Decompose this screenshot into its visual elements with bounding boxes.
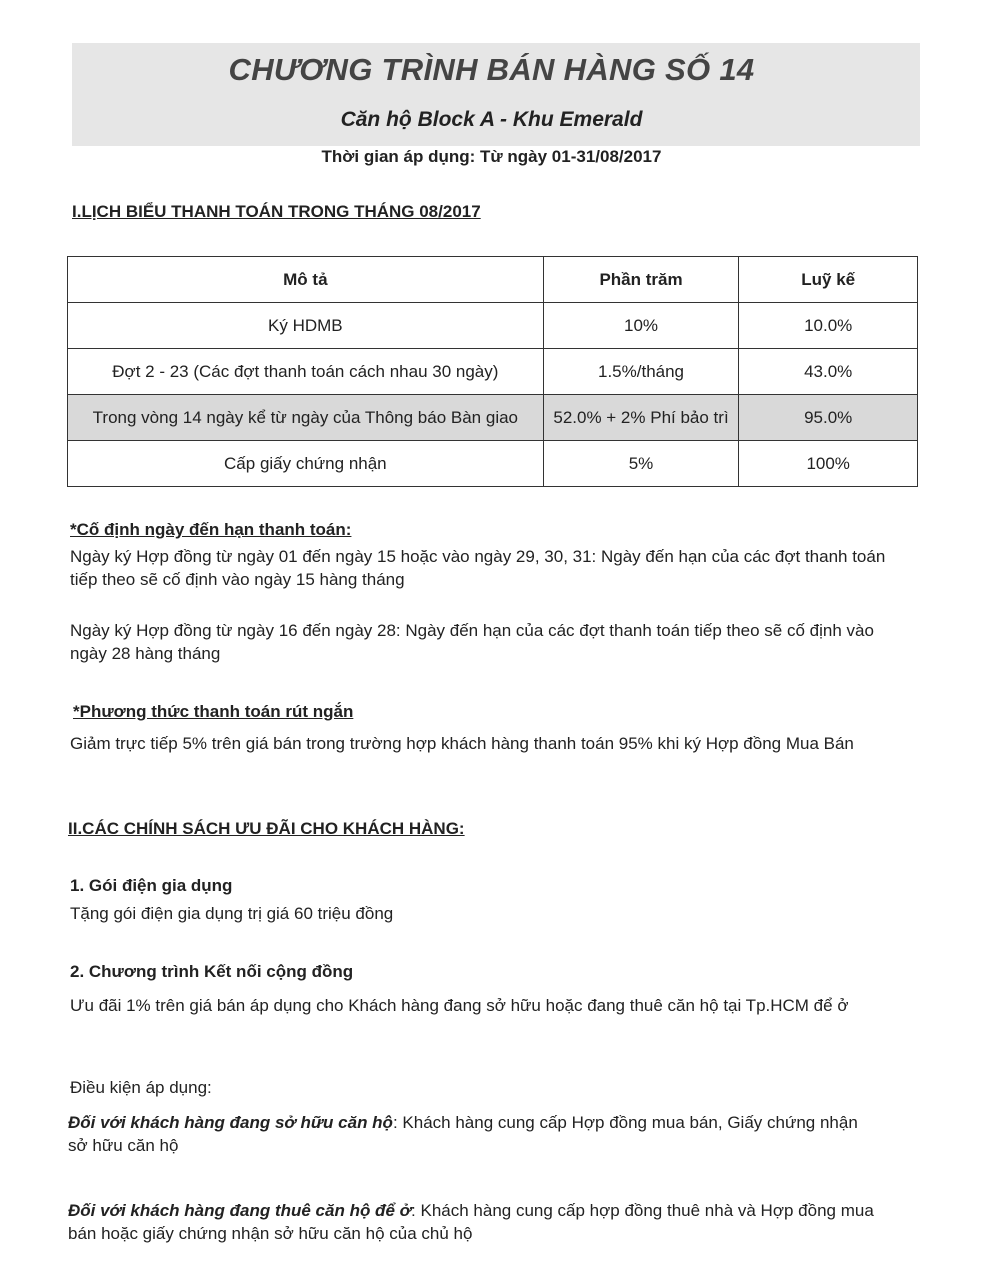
table-row: [68, 303, 918, 349]
owner-condition: [68, 1111, 863, 1157]
benefit-1-title: 1. Gói điện gia dụng: [70, 876, 233, 895]
owner-condition-label: Đối với khách hàng đang sở hữu căn hộ: [68, 1113, 393, 1132]
renter-condition-text: : Khách hàng cung cấp hợp đồng thuê nhà và Hợp đồng mua bán hoặc giấy chứng nhận sở hữu căn hộ của chủ hộ: [68, 1201, 874, 1243]
fixed-due-heading: *Cố định ngày đến hạn thanh toán:: [70, 520, 352, 539]
section1-heading: I.LỊCH BIỂU THANH TOÁN TRONG THÁNG 08/2017: [72, 202, 481, 221]
renter-condition: [68, 1199, 898, 1245]
short-payment-heading: *Phương thức thanh toán rút ngắn: [73, 702, 354, 721]
validity-period: Thời gian áp dụng: Từ ngày 01-31/08/2017: [321, 147, 662, 166]
cell-percent: 1.5%/tháng: [543, 349, 739, 395]
table-row: [68, 395, 918, 441]
cell-description: Cấp giấy chứng nhận: [68, 441, 544, 487]
owner-condition-text: : Khách hàng cung cấp Hợp đồng mua bán, Giấy chứng nhận sở hữu căn hộ: [68, 1113, 858, 1155]
header-percent: Phần trăm: [543, 257, 739, 303]
renter-condition-label: Đối với khách hàng đang thuê căn hộ để ở: [68, 1201, 412, 1220]
conditions-label: Điều kiện áp dụng:: [70, 1078, 212, 1097]
section2-heading: II.CÁC CHÍNH SÁCH ƯU ĐÃI CHO KHÁCH HÀNG:: [68, 819, 465, 838]
document-subtitle: Căn hộ Block A - Khu Emerald: [340, 108, 643, 131]
fixed-due-para-2: Ngày ký Hợp đồng từ ngày 16 đến ngày 28: Ngày đến hạn của các đợt thanh toán tiếp theo sẽ cố định vào ngày 28 hàng tháng: [70, 621, 874, 663]
header-description: Mô tả: [68, 257, 544, 303]
cell-cumulative: 100%: [739, 441, 918, 487]
table-row: [68, 349, 918, 395]
short-payment-para: Giảm trực tiếp 5% trên giá bán trong trường hợp khách hàng thanh toán 95% khi ký Hợp đồng Mua Bán: [70, 734, 854, 753]
table-header-row: [68, 257, 918, 303]
cell-percent: 10%: [543, 303, 739, 349]
benefit-2-text: Ưu đãi 1% trên giá bán áp dụng cho Khách hàng đang sở hữu hoặc đang thuê căn hộ tại Tp.HCM để ở: [70, 996, 849, 1015]
cell-cumulative: 10.0%: [739, 303, 918, 349]
fixed-due-para-1: Ngày ký Hợp đồng từ ngày 01 đến ngày 15 hoặc vào ngày 29, 30, 31: Ngày đến hạn của các đợt thanh toán tiếp theo sẽ cố định vào ngày 15 hàng tháng: [70, 547, 886, 589]
benefit-1-text: Tặng gói điện gia dụng trị giá 60 triệu đồng: [70, 904, 394, 923]
cell-cumulative: 95.0%: [739, 395, 918, 441]
cell-cumulative: 43.0%: [739, 349, 918, 395]
cell-description: Trong vòng 14 ngày kể từ ngày của Thông báo Bàn giao: [68, 395, 544, 441]
header-cumulative: Luỹ kế: [739, 257, 918, 303]
cell-description: Đợt 2 - 23 (Các đợt thanh toán cách nhau 30 ngày): [68, 349, 544, 395]
cell-percent: 5%: [543, 441, 739, 487]
document-title: CHƯƠNG TRÌNH BÁN HÀNG SỐ 14: [228, 52, 755, 87]
benefit-2-title: 2. Chương trình Kết nối cộng đồng: [70, 962, 354, 981]
payment-schedule-table: [67, 256, 918, 487]
cell-percent: 52.0% + 2% Phí bảo trì: [543, 395, 739, 441]
table-row: [68, 441, 918, 487]
cell-description: Ký HDMB: [68, 303, 544, 349]
